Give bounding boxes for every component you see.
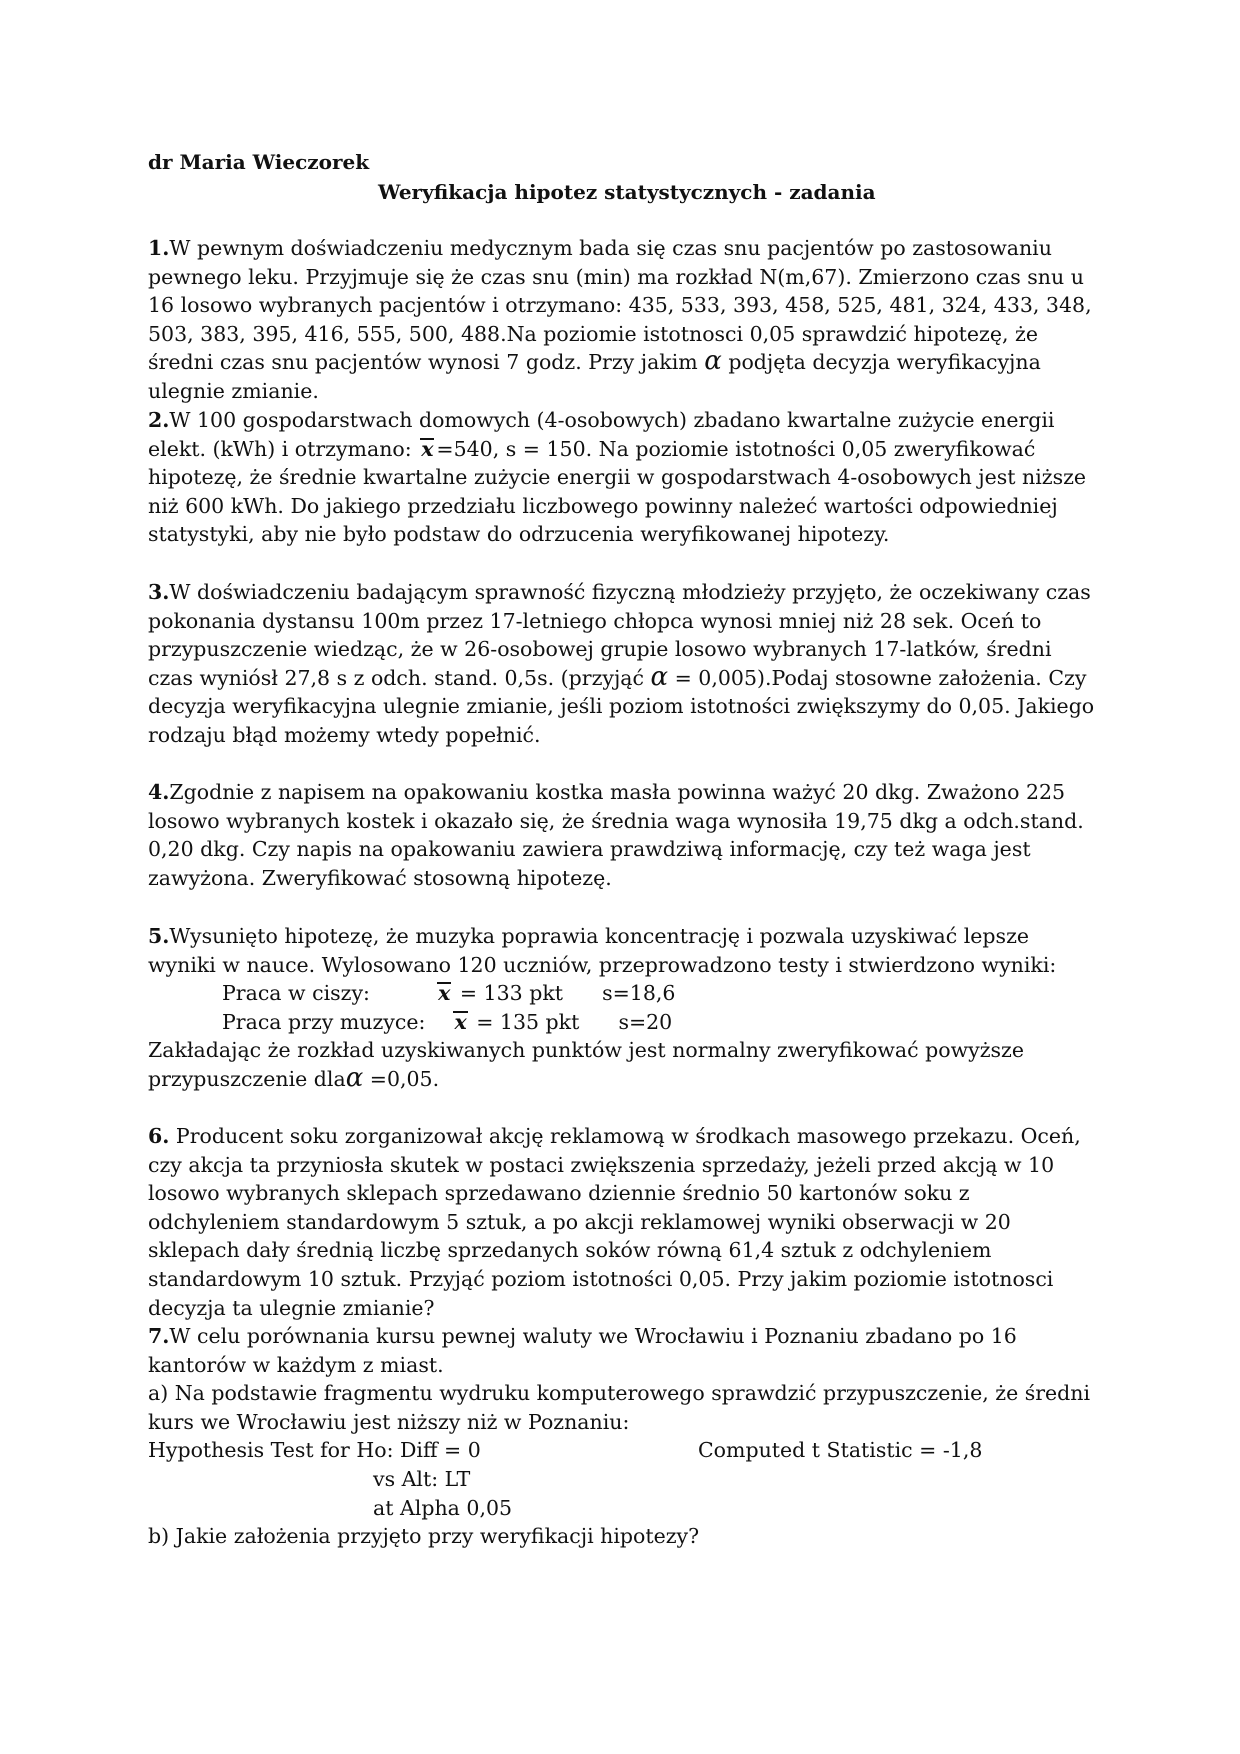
- task-number: 2.: [148, 408, 170, 432]
- alpha-symbol: α: [704, 346, 722, 377]
- alpha-symbol: α: [650, 661, 669, 692]
- task-number: 1.: [148, 236, 170, 260]
- task-2: [148, 406, 1098, 549]
- row-label: Praca przy muzyce:: [222, 1009, 452, 1034]
- task-text: Producent soku zorganizował akcję reklamową w środkach masowego przekazu. Oceń, czy akcja ta przyniosła skutek w postaci zwiększenia sprzedaży, jeżeli przed akcją w 10 losowo wybranych sklepach sprzedawano dziennie średnio 50 kartonów soku z odchyleniem standardowym 5 sztuk, a po akcji reklamowej wyniki obserwacji w 20 sklepach dały średnią liczbę sprzedanych soków równą 61,4 sztuk z odchyleniem standardowym 10 sztuk. Przyjąć poziom istotności 0,05. Przy jakim poziomie istotnosci decyzja ta ulegnie zmianie?: [148, 1124, 1081, 1320]
- document-title: Weryfikacja hipotez statystycznych - zadania: [378, 180, 876, 204]
- task-number: 4.: [148, 780, 170, 804]
- task-number: 5.: [148, 924, 170, 948]
- row-label: Praca w ciszy:: [222, 981, 436, 1006]
- row-value: = 133 pkt s=18,6: [453, 981, 676, 1006]
- mean-symbol: x: [421, 436, 434, 461]
- task-7: [148, 1322, 1098, 1551]
- subtask-b: b) Jakie założenia przyjęto przy weryfikacji hipotezy?: [148, 1524, 700, 1549]
- result-row-silence: [148, 979, 1098, 1008]
- task-1: [148, 234, 1098, 406]
- task-text: Zgodnie z napisem na opakowaniu kostka masła powinna ważyć 20 dkg. Zważono 225 losowo wybranych kostek i okazało się, że średnia waga wynosiła 19,75 dkg a odch.stand. 0,20 dkg. Czy napis na opakowaniu zawiera prawdziwą informację, czy też waga jest zawyżona. Zweryfikować stosowną hipotezę.: [148, 780, 1084, 890]
- row-value: = 135 pkt s=20: [469, 1009, 673, 1034]
- alpha-line: at Alpha 0,05: [373, 1495, 513, 1520]
- author-name: dr Maria Wieczorek: [148, 150, 370, 174]
- task-text: W pewnym doświadczeniu medycznym bada się czas snu pacjentów po zastosowaniu pewnego leku. Przyjmuje się że czas snu (min) ma rozkład N(m,67). Zmierzono czas snu u 16 losowo wybranych pacjentów i otrzymano: 435, 533, 393, 458, 525, 481, 324, 433, 348, 503, 383, 395, 416, 555, 500, 488.Na poziomie istotnosci 0,05 sprawdzić hipotezę, że średni czas snu pacjentów wynosi 7 godz. Przy jakim: [148, 236, 1092, 375]
- task-number: 7.: [148, 1324, 170, 1348]
- alternative-line: vs Alt: LT: [373, 1466, 471, 1491]
- subtask-a: a) Na podstawie fragmentu wydruku komputerowego sprawdzić przypuszczenie, że średni kurs we Wrocławiu jest niższy niż w Poznaniu:: [148, 1381, 1091, 1434]
- task-number: 3.: [148, 580, 170, 604]
- mean-symbol: x: [438, 981, 451, 1006]
- result-row-music: [148, 1008, 1098, 1037]
- task-text: = 0,005).Podaj stosowne założenia. Czy decyzja weryfikacyjna ulegnie zmianie, jeśli poziom istotności zwiększymy do 0,05. Jakiego rodzaju błąd możemy wtedy popełnić.: [148, 665, 1095, 747]
- alpha-symbol: α: [345, 1062, 364, 1093]
- task-6: [148, 1122, 1098, 1322]
- test-output-row: [148, 1436, 1098, 1465]
- task-5: [148, 922, 1098, 1094]
- task-text: W 100 gospodarstwach domowych (4-osobowych) zbadano kwartalne zużycie energii elekt. (kWh) i otrzymano:: [148, 408, 1055, 461]
- task-4: [148, 778, 1098, 892]
- mean-symbol: x: [454, 1009, 467, 1034]
- task-text: =0,05.: [363, 1066, 440, 1091]
- computed-statistic: Computed t Statistic = -1,8: [698, 1438, 983, 1463]
- task-text: =540, s = 150. Na poziomie istotności 0,05 zweryfikować hipotezę, że średnie kwartalne zużycie energii w gospodarstwach 4-osobowych jest niższe niż 600 kWh. Do jakiego przedziału liczbowego powinny należeć wartości odpowiedniej statystyki, aby nie było podstaw do odrzucenia weryfikowanej hipotezy.: [148, 436, 1087, 547]
- task-text: W doświadczeniu badającym sprawność fizyczną młodzieży przyjęto, że oczekiwany czas pokonania dystansu 100m przez 17-letniego chłopca wynosi mniej niż 28 sek. Oceń to przypuszczenie wiedząc, że w 26-osobowej grupie losowo wybranych 17-latków, średni czas wyniósł 27,8 s z odch. stand. 0,5s. (przyjąć: [148, 580, 1091, 690]
- hypothesis-line: Hypothesis Test for Ho: Diff = 0: [148, 1438, 481, 1463]
- task-text: W celu porównania kursu pewnej waluty we Wrocławiu i Poznaniu zbadano po 16 kantorów w każdym z miast.: [148, 1324, 1017, 1377]
- task-text: Wysunięto hipotezę, że muzyka poprawia koncentrację i pozwala uzyskiwać lepsze wyniki w nauce. Wylosowano 120 uczniów, przeprowadzono testy i stwierdzono wyniki:: [148, 924, 1057, 977]
- task-text: Zakładając że rozkład uzyskiwanych punktów jest normalny zweryfikować powyższe przypuszczenie dla: [148, 1038, 1024, 1091]
- task-text: podjęta decyzja weryfikacyjna ulegnie zmianie.: [148, 350, 1041, 403]
- task-3: [148, 578, 1098, 750]
- task-number: 6.: [148, 1124, 170, 1148]
